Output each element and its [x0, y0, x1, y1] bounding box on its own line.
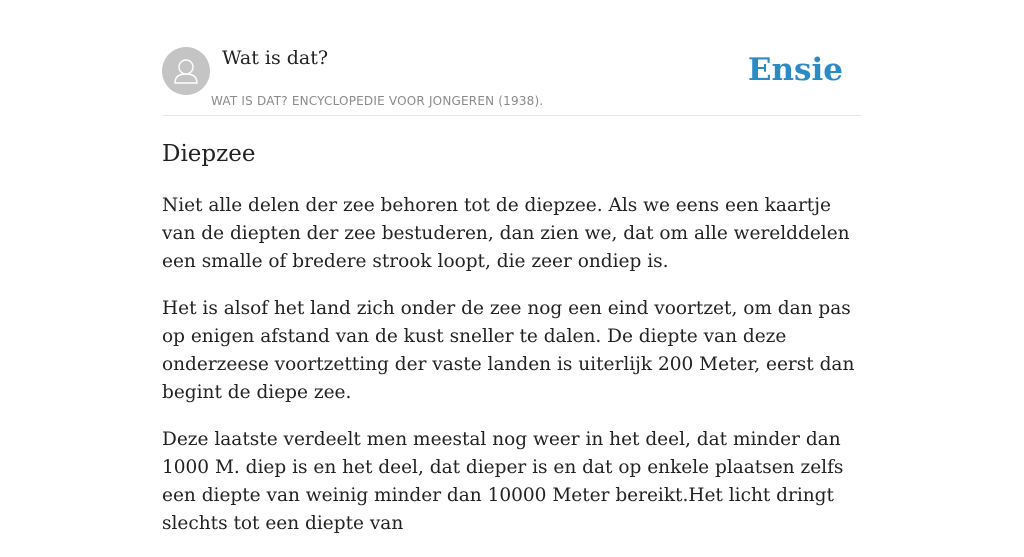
paragraph-3: Deze laatste verdeelt men meestal nog weer in het deel, dat minder dan 1000 M. diep is en het deel, dat dieper is en dat op enkele plaatsen zelfs een diepte van weinig minder dan 10000 Meter bereikt.Het licht dringt slechts tot een diepte van	[162, 429, 844, 534]
article-title: Diepzee	[162, 141, 256, 167]
paragraph-2: Het is alsof het land zich onder de zee nog een eind voortzet, om dan pas op enigen afstand van de kust sneller te dalen. De diepte van deze onderzeese voortzetting der vaste landen is uiterlijk 200 Meter, eerst dan begint de diepe zee.	[162, 298, 855, 403]
paragraph-1: Niet alle delen der zee behoren tot de diepzee. Als we eens een kaartje van de diepten der zee bestuderen, dan zien we, dat om alle werelddelen een smalle of bredere strook loopt, die zeer ondiep is.	[162, 195, 850, 272]
person-outline-icon	[162, 47, 210, 95]
content-column	[162, 0, 862, 534]
source-header	[162, 0, 862, 116]
article-body	[162, 192, 862, 557]
brand-logo[interactable]: Ensie	[747, 52, 843, 88]
user-avatar-icon[interactable]	[162, 47, 210, 95]
source-title[interactable]: Wat is dat?	[222, 47, 329, 69]
source-subtitle[interactable]: WAT IS DAT? ENCYCLOPEDIE VOOR JONGEREN (1938).	[211, 94, 544, 108]
